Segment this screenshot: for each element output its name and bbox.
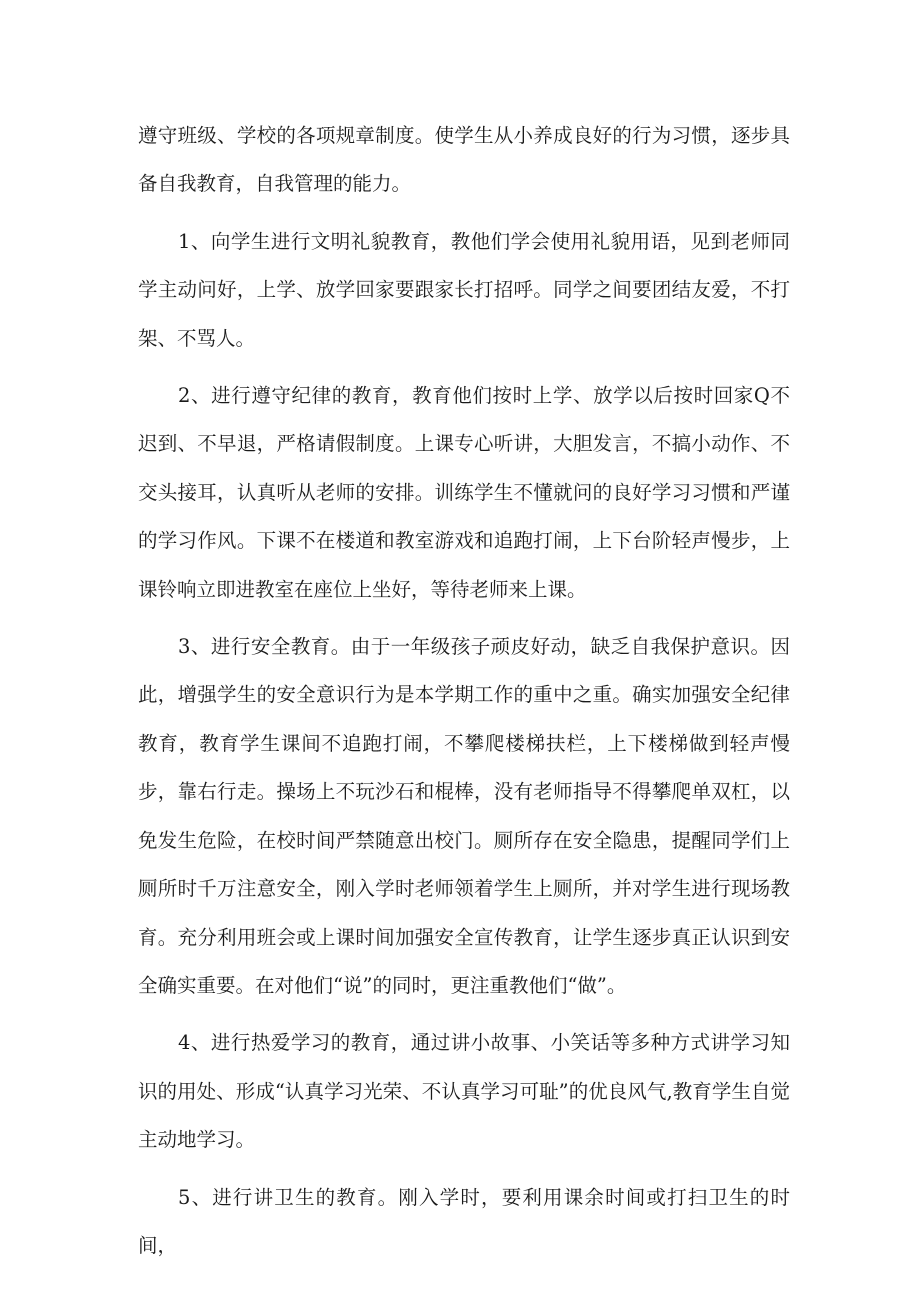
paragraph-item-5: 5、进行讲卫生的教育。刚入学时，要利用课余时间或打扫卫生的时间， xyxy=(138,1185,790,1257)
paragraph-item-1: 1、向学生进行文明礼貌教育，教他们学会使用礼貌用语，见到老师同学主动问好，上学、放学回家要跟家长打招呼。同学之间要团结友爱，不打架、不骂人。 xyxy=(138,229,790,350)
document-body xyxy=(138,112,790,1279)
paragraph-item-3: 3、进行安全教育。由于一年级孩子顽皮好动，缺乏自我保护意识。因此，增强学生的安全意识行为是本学期工作的重中之重。确实加强安全纪律教育，教育学生课间不追跑打闹，不攀爬楼梯扶栏，上下楼梯做到轻声慢步，靠右行走。操场上不玩沙石和棍棒，没有老师指导不得攀爬单双杠，以免发生危险，在校时间严禁随意出校门。厕所存在安全隐患，提醒同学们上厕所时千万注意安全，刚入学时老师领着学生上厕所，并对学生进行现场教育。充分利用班会或上课时间加强安全宣传教育，让学生逐步真正认识到安全确实重要。在对他们“说”的同时，更注重教他们“做”。 xyxy=(138,635,790,997)
paragraph-item-2: 2、进行遵守纪律的教育，教育他们按时上学、放学以后按时回家Q不迟到、不早退，严格请假制度。上课专心听讲，大胆发言，不搞小动作、不交头接耳，认真听从老师的安排。训练学生不懂就问的良好学习习惯和严谨的学习作风。下课不在楼道和教室游戏和追跑打闹，上下台阶轻声慢步，上课铃响立即进教室在座位上坐好，等待老师来上课。 xyxy=(138,384,790,601)
paragraph-intro: 遵守班级、学校的各项规章制度。使学生从小养成良好的行为习惯，逐步具备自我教育，自我管理的能力。 xyxy=(138,124,790,196)
paragraph-item-4: 4、进行热爱学习的教育，通过讲小故事、小笑话等多种方式讲学习知识的用处、形成“认真学习光荣、不认真学习可耻”的优良风气,教育学生自觉主动地学习。 xyxy=(138,1031,790,1152)
